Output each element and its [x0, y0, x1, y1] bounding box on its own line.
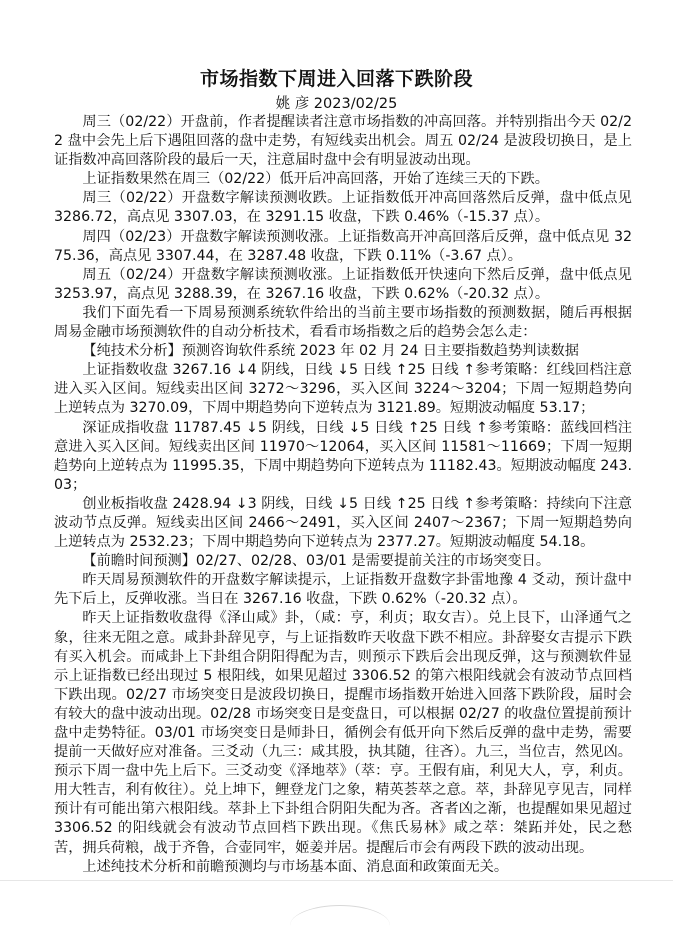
article-body [54, 113, 632, 877]
paragraph: 上述纯技术分析和前瞻预测均与市场基本面、消息面和政策面无关。 [82, 858, 509, 875]
paragraph: 创业板指收盘 2428.94 ↓3 阴线，日线 ↓5 日线 ↑25 日线 ↑参考策略：持续向下注意波动节点反弹。短线卖出区间 2466～2491，买入区间 2407～2367；下周一短期趋势向上逆转点为 2532.23；下周中期趋势向下逆转点为 2377.27。短期波动幅度 54.18。 [54, 495, 632, 551]
article-byline: 姚 彦 2023/02/25 [275, 96, 398, 112]
paragraph: 上证指数收盘 3267.16 ↓4 阴线，日线 ↓5 日线 ↑25 日线 ↑参考策略：红线回档注意进入买入区间。短线卖出区间 3272～3296，买入区间 3224～3204；下周一短期趋势向上逆转点为 3270.09，下周中期趋势向下逆转点为 3121.89。短期波动幅度 53.17； [54, 362, 632, 417]
paragraph: 上证指数果然在周三（02/22）低开后冲高回落，开始了连续三天的下跌。 [82, 171, 549, 188]
paragraph: 周五（02/24）开盘数字解读预测收涨。上证指数低开快速向下然后反弹，盘中低点见 3253.97，高点见 3288.39，在 3267.16 收盘，下跌 0.62%（-20.32 点）。 [54, 266, 632, 302]
article-title: 市场指数下周进入回落下跌阶段 [199, 68, 473, 90]
page-divider [0, 880, 673, 881]
paragraph: 深证成指收盘 11787.45 ↓5 阴线，日线 ↓5 日线 ↑25 日线 ↑参考策略：蓝线回档注意进入买入区间。短线卖出区间 11970～12064，买入区间 11581～11669；下周一短期趋势向上逆转点为 11995.35，下周中期趋势向下逆转点为 11182.43。短期波动幅度 243.03； [54, 419, 632, 493]
paragraph: 周三（02/22）开盘数字解读预测收跌。上证指数低开冲高回落然后反弹，盘中低点见 3286.72，高点见 3307.03，在 3291.15 收盘，下跌 0.46%（-15.37 点）。 [54, 190, 632, 226]
scroll-indicator [290, 905, 390, 946]
paragraph: 我们下面先看一下周易预测系统软件给出的当前主要市场指数的预测数据，随后再根据周易金融市场预测软件的自动分析技术，看看市场指数之后的趋势会怎么走： [54, 304, 632, 341]
paragraph: 周三（02/22）开盘前，作者提醒读者注意市场指数的冲高回落。并特别指出今天 02/22 盘中会先上后下遇阻回落的盘中走势，有短线卖出机会。周五 02/24 是波段切换日，是上证指数冲高回落阶段的最后一天，注意届时盘中会有明显波动出现。 [54, 114, 632, 169]
paragraph: 【纯技术分析】预测咨询软件系统 2023 年 02 月 24 日主要指数趋势判读数据 [82, 343, 579, 360]
paragraph: 【前瞻时间预测】02/27、02/28、03/01 是需要提前关注的市场突变日。 [82, 553, 551, 570]
paragraph: 周四（02/23）开盘数字解读预测收涨。上证指数高开冲高回落后反弹，盘中低点见 3275.36，高点见 3307.44，在 3287.48 收盘，下跌 0.11%（-3.67 点）。 [54, 228, 632, 264]
paragraph: 昨天周易预测软件的开盘数字解读提示，上证指数开盘数字卦雷地豫 4 爻动，预计盘中先下后上，反弹收涨。当日在 3267.16 收盘，下跌 0.62%（-20.32 点）。 [54, 572, 632, 608]
paragraph: 昨天上证指数收盘得《泽山咸》卦，（咸：亨，利贞；取女吉）。兑上艮下，山泽通气之象，往来无阻之意。咸卦卦辞见亨，与上证指数昨天收盘下跌不相应。卦辞娶女吉提示下跌有买入机会。而咸卦上下卦组合阴阳得配为吉，则预示下跌后会出现反弹，这与预测软件显示上证指数已经出现过 5 根阳线，如果见超过 3306.52 的第六根阳线就会有波动节点回档下跌出现。02/27 市场突变日是波段切换日，提醒市场指数开始进入回落下跌阶段，届时会有较大的盘中波动出现。02/28 市场突变日是变盘日，可以根据 02/27 的收盘位置提前预计盘中走势特征。03/01 市场突变日是师卦日，循例会有低开向下然后反弹的盘中走势，需要提前一天做好应对准备。三爻动（九三：咸其股，执其随，往吝）。九三，当位吉，然见凶。预示下周一盘中先上后下。三爻动变《泽地萃》（萃：亨。王假有庙，利见大人，亨，利贞。用大牲吉，利有攸往）。兑上坤下，鲤登龙门之象，精英荟萃之意。萃，卦辞见亨见吉，同样预计有可能出第六根阳线。萃卦上下卦组合阴阳失配为吝。吝者凶之渐，也提醒如果见超过 3306.52 的阳线就会有波动节点回档下跌出现。《焦氏易林》咸之萃：桀跖并处，民之愁苦，拥兵荷粮，战于齐鲁，合壶同牢，姬姜并居。提醒后市会有两段下跌的波动出现。 [54, 610, 632, 856]
